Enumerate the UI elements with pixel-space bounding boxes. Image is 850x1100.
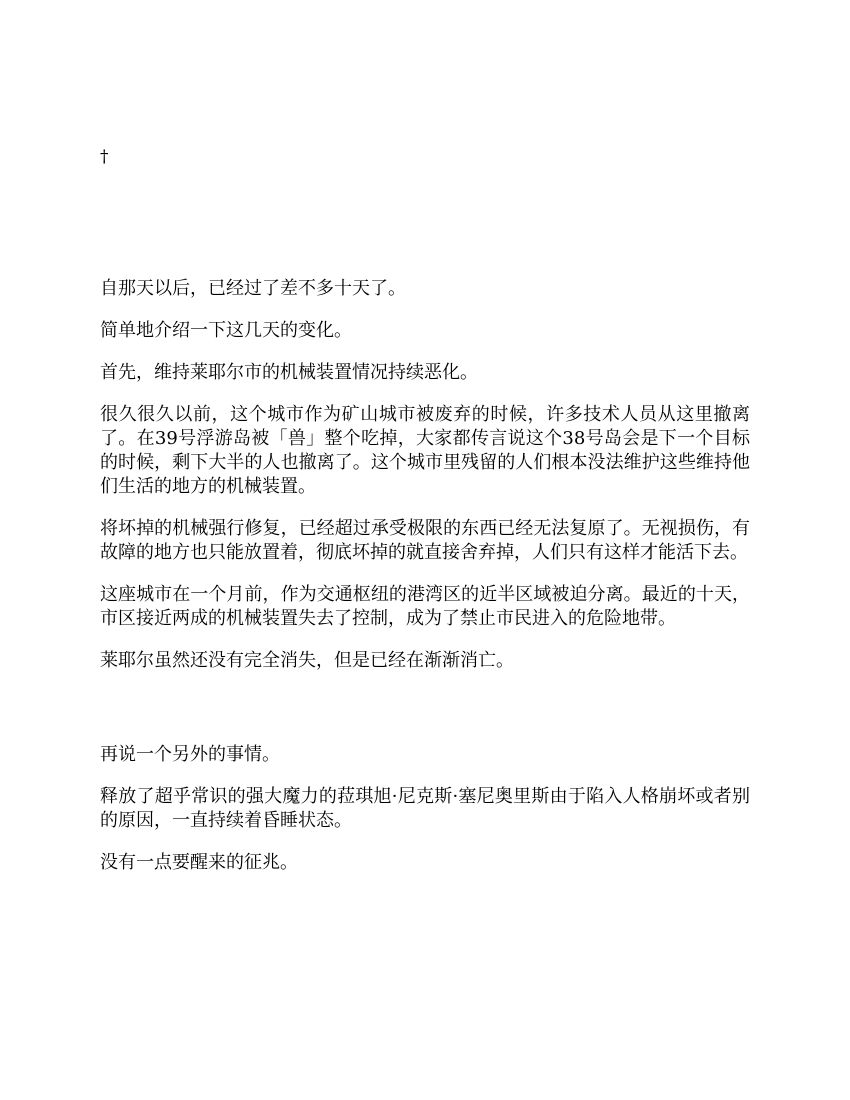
paragraph: 很久很久以前，这个城市作为矿山城市被废弃的时候，许多技术人员从这里撤离了。在39号浮游岛被「兽」整个吃掉，大家都传言说这个38号岛会是下一个目标的时候，剩下大半的人也撤离了。这个城市里残留的人们根本没法维护这些维持他们生活的地方的机械装置。 (100, 404, 750, 497)
paragraph: 莱耶尔虽然还没有完全消失，但是已经在渐渐消亡。 (100, 650, 514, 671)
paragraph: 自那天以后，已经过了差不多十天了。 (100, 278, 406, 299)
paragraph: 将坏掉的机械强行修复，已经超过承受极限的东西已经无法复原了。无视损伤，有故障的地方也只能放置着，彻底坏掉的就直接舍弃掉，人们只有这样才能活下去。 (100, 518, 750, 563)
paragraph: 没有一点要醒来的征兆。 (100, 852, 298, 873)
paragraph: 再说一个另外的事情。 (100, 744, 280, 765)
dagger-mark: † (100, 147, 109, 167)
paragraph: 释放了超乎常识的强大魔力的菈琪旭·尼克斯·塞尼奥里斯由于陷入人格崩坏或者别的原因，一直持续着昏睡状态。 (100, 786, 750, 831)
paragraph: 简单地介绍一下这几天的变化。 (100, 320, 352, 341)
document-body (100, 277, 750, 893)
section-break (100, 691, 750, 743)
paragraph: 这座城市在一个月前，作为交通枢纽的港湾区的近半区域被迫分离。最近的十天，市区接近两成的机械装置失去了控制，成为了禁止市民进入的危险地带。 (100, 584, 750, 629)
paragraph: 首先，维持莱耶尔市的机械装置情况持续恶化。 (100, 362, 478, 383)
